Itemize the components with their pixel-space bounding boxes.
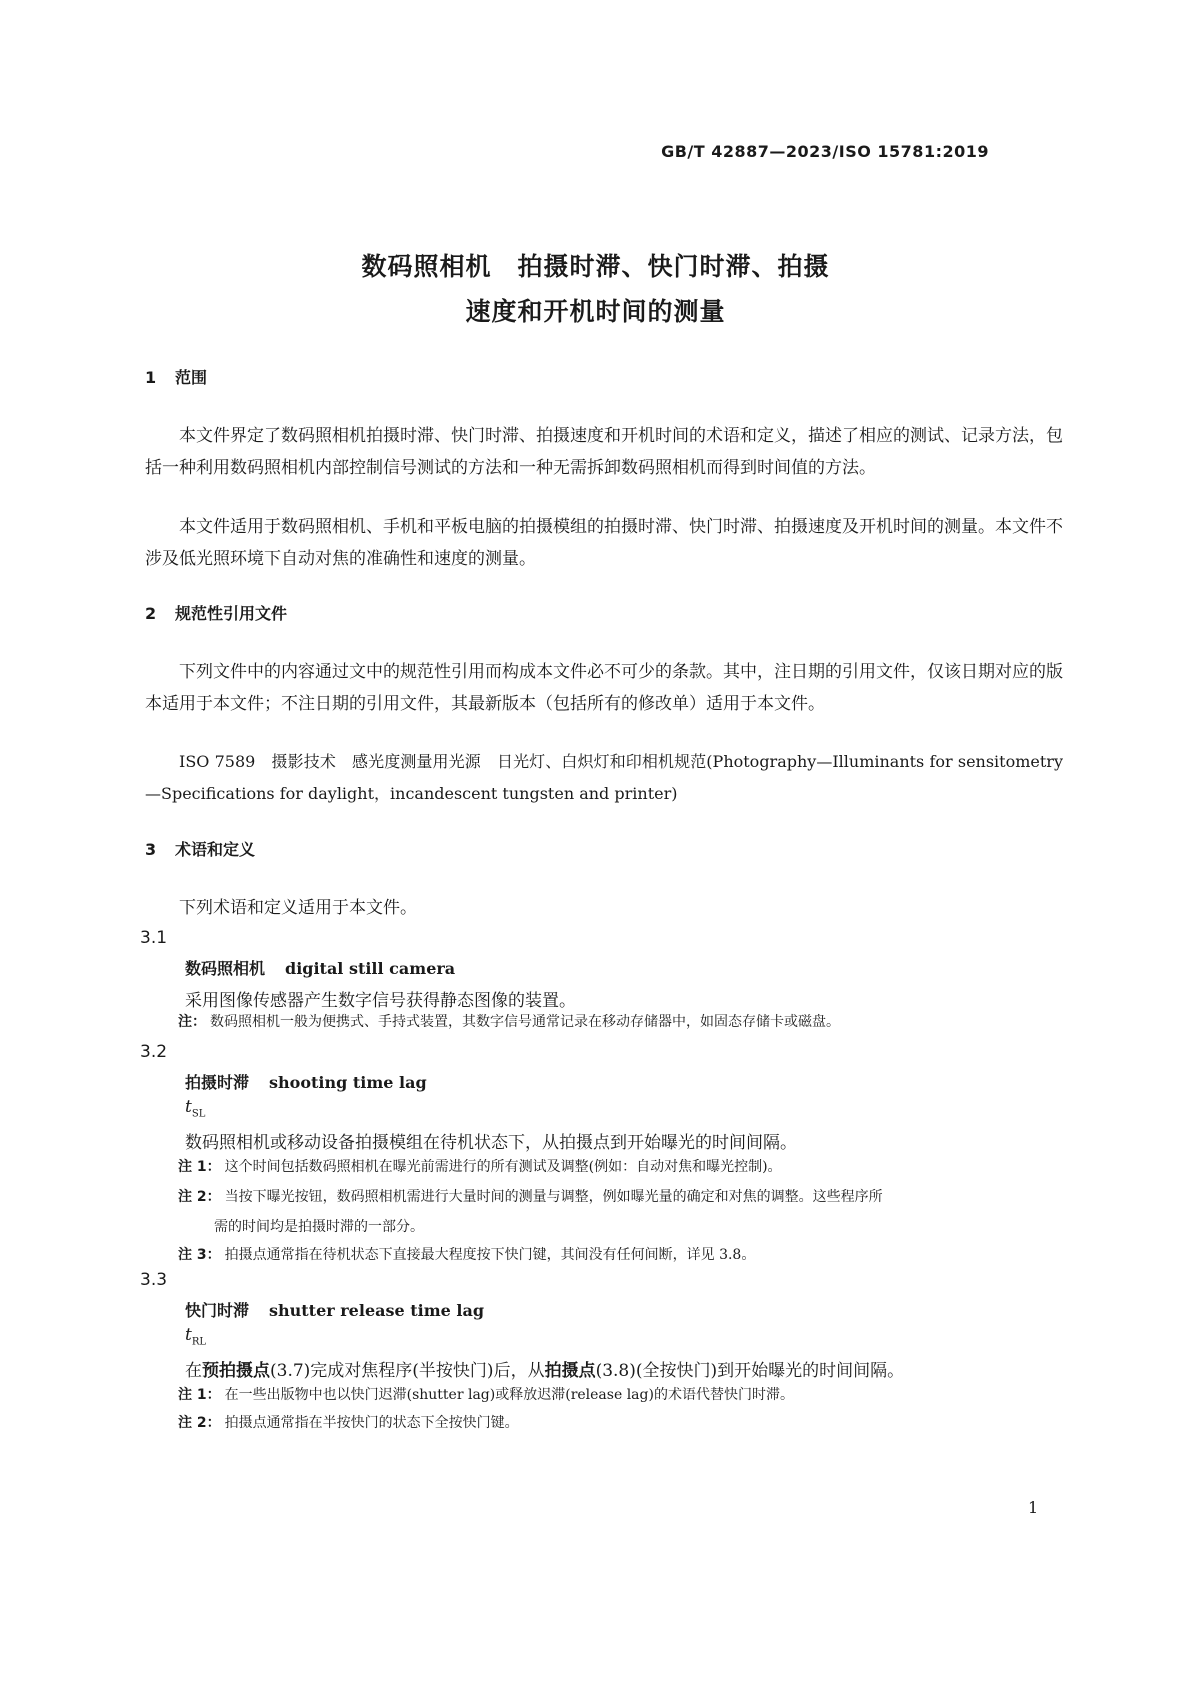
term-3-3: 快门时滞 shutter release time lag bbox=[185, 1301, 485, 1320]
note-3-2-2: 注 2： 当按下曝光按钮，数码照相机需进行大量时间的测量与调整，例如曝光量的确定和对焦的调整。这些程序所 需的时间均是拍摄时滞的一部分。 bbox=[178, 1189, 883, 1235]
standard-code: GB/T 42887—2023/ISO 15781:2019 bbox=[661, 142, 989, 161]
section-title: 术语和定义 bbox=[175, 840, 256, 859]
scope-paragraph-1: 本文件界定了数码照相机拍摄时滞、快门时滞、拍摄速度和开机时间的术语和定义，描述了相应的测试、记录方法，包括一种利用数码照相机内部控制信号测试的方法和一种无需拆卸数码照相机而得到时间值的方法。 bbox=[145, 426, 1063, 478]
page-number: 1 bbox=[1028, 1498, 1039, 1517]
symbol-3-2: $t_{SL}$ bbox=[185, 1097, 206, 1120]
section-title: 规范性引用文件 bbox=[175, 604, 288, 623]
section-number: 1 bbox=[145, 368, 157, 387]
note-3-2-1: 注 1： 这个时间包括数码照相机在曝光前需进行的所有测试及调整(例如：自动对焦和曝光控制)。 bbox=[178, 1159, 782, 1175]
note-3-3-2: 注 2： 拍摄点通常指在半按快门的状态下全按快门键。 bbox=[178, 1415, 519, 1431]
note-3-2-3: 注 3： 拍摄点通常指在待机状态下直接最大程度按下快门键，其间没有任何间断，详见 3.8。 bbox=[178, 1247, 756, 1263]
note-3-1: 注： 数码照相机一般为便携式、手持式装置，其数字信号通常记录在移动存储器中，如固态存储卡或磁盘。 bbox=[178, 1014, 840, 1030]
section-heading-terms bbox=[145, 837, 255, 860]
section-heading-normative-references bbox=[145, 601, 287, 624]
definition-3-2: 数码照相机或移动设备拍摄模组在待机状态下，从拍摄点到开始曝光的时间间隔。 bbox=[185, 1133, 797, 1153]
note-3-3-1: 注 1： 在一些出版物中也以快门迟滞(shutter lag)或释放迟滞(release lag)的术语代替快门时滞。 bbox=[178, 1387, 794, 1403]
term-number-3-1: 3.1 bbox=[140, 928, 168, 948]
term-number-3-2: 3.2 bbox=[140, 1042, 168, 1062]
document-title-line1: 数码照相机 拍摄时滞、快门时滞、拍摄 bbox=[361, 252, 830, 281]
scope-paragraph-2: 本文件适用于数码照相机、手机和平板电脑的拍摄模组的拍摄时滞、快门时滞、拍摄速度及开机时间的测量。本文件不涉及低光照环境下自动对焦的准确性和速度的测量。 bbox=[145, 517, 1063, 569]
definition-3-3: 在预拍摄点(3.7)完成对焦程序(半按快门)后，从拍摄点(3.8)(全按快门)到开始曝光的时间间隔。 bbox=[185, 1361, 905, 1381]
symbol-3-3: $t_{RL}$ bbox=[185, 1325, 207, 1348]
term-3-2: 拍摄时滞 shooting time lag bbox=[185, 1073, 427, 1092]
section-number: 2 bbox=[145, 604, 157, 623]
document-title-line2: 速度和开机时间的测量 bbox=[465, 297, 726, 326]
definition-3-1: 采用图像传感器产生数字信号获得静态图像的装置。 bbox=[185, 991, 576, 1011]
term-3-1: 数码照相机 digital still camera bbox=[185, 959, 456, 978]
section-number: 3 bbox=[145, 840, 157, 859]
normrefs-paragraph: 下列文件中的内容通过文中的规范性引用而构成本文件必不可少的条款。其中，注日期的引用文件，仅该日期对应的版本适用于本文件；不注日期的引用文件，其最新版本（包括所有的修改单）适用于本文件。 bbox=[145, 662, 1063, 714]
term-number-3-3: 3.3 bbox=[140, 1270, 168, 1290]
section-heading-scope bbox=[145, 365, 207, 388]
terms-intro: 下列术语和定义适用于本文件。 bbox=[179, 898, 417, 918]
section-title: 范围 bbox=[175, 368, 208, 387]
reference-iso-7589: ISO 7589 摄影技术 感光度测量用光源 日光灯、白炽灯和印相机规范(Photography—Illuminants for sensitometry—Specifications for daylight，incandescent tungsten and printer) bbox=[145, 752, 1063, 803]
